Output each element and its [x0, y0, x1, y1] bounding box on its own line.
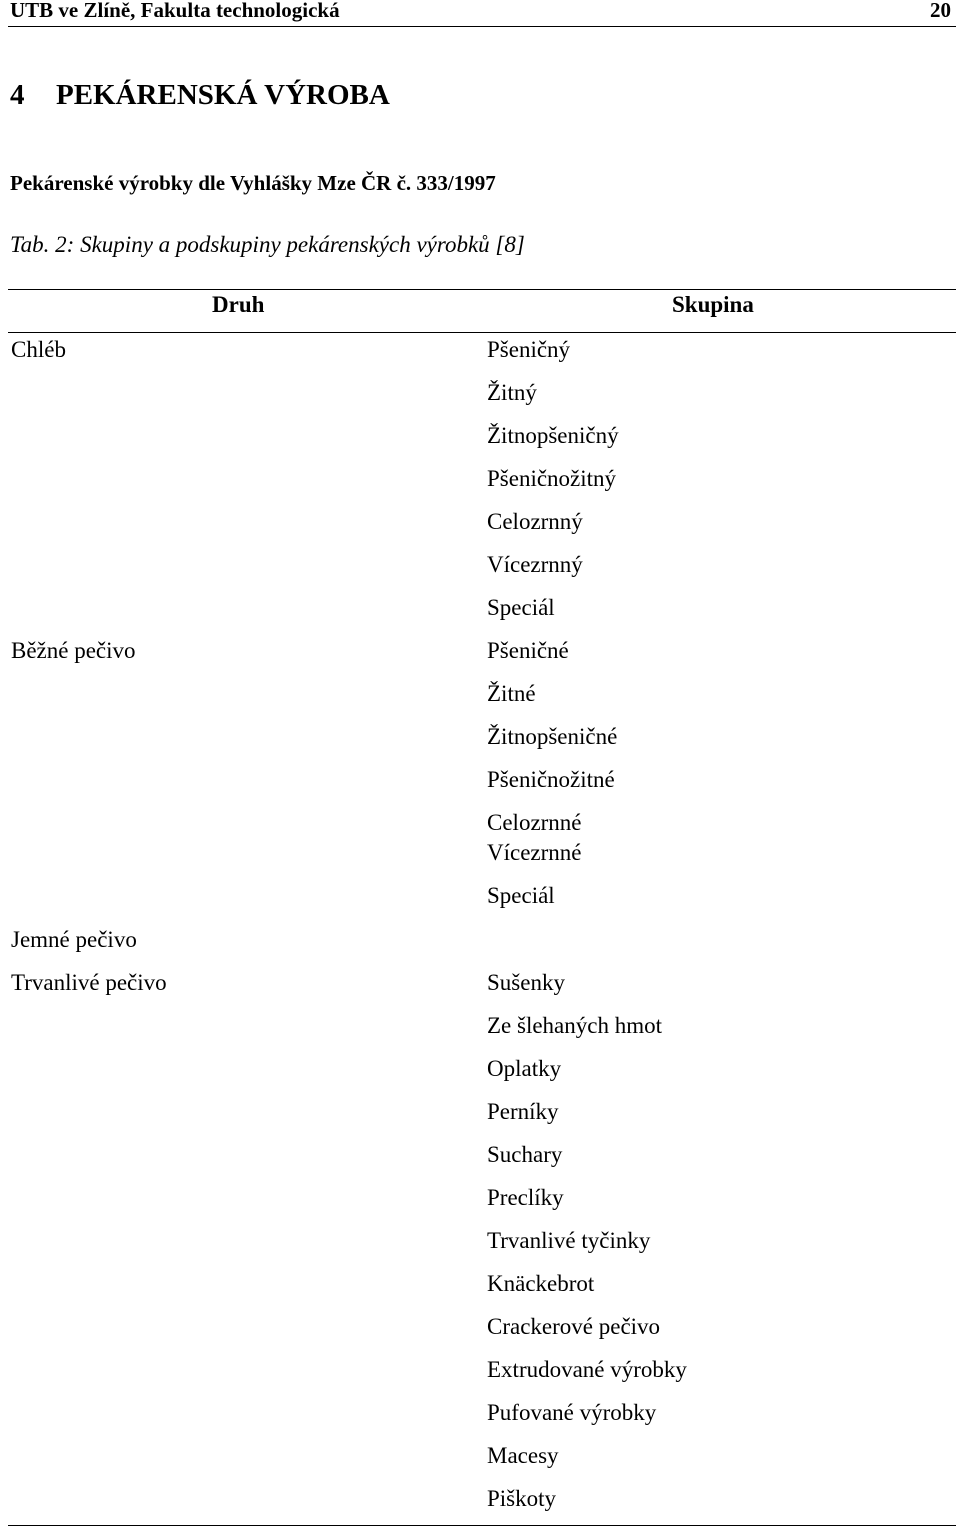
group-cell: Pufované výrobky — [487, 1400, 657, 1425]
group-cell: Perníky — [487, 1099, 559, 1124]
type-cell: Běžné pečivo — [11, 638, 136, 663]
group-cell: Oplatky — [487, 1056, 562, 1081]
chapter-title: PEKÁRENSKÁ VÝROBA — [56, 79, 390, 111]
chapter-heading — [10, 79, 390, 112]
group-cell: Celozrnné — [487, 810, 582, 835]
group-cell: Macesy — [487, 1443, 559, 1468]
group-cell: Crackerové pečivo — [487, 1314, 661, 1339]
group-cell: Trvanlivé tyčinky — [487, 1228, 651, 1253]
group-cell: Žitnopšeničné — [487, 724, 618, 749]
group-cell: Žitný — [487, 380, 537, 405]
group-cell: Preclíky — [487, 1185, 564, 1210]
header-institution: UTB ve Zlíně, Fakulta technologická — [10, 0, 340, 22]
type-cell: Chléb — [11, 337, 66, 362]
group-cell: Speciál — [487, 595, 555, 620]
group-cell: Pšeničnožitné — [487, 767, 615, 792]
group-cell: Speciál — [487, 883, 555, 908]
header-divider — [8, 26, 956, 27]
group-cell: Celozrnný — [487, 509, 583, 534]
column-header-group: Skupina — [672, 292, 754, 317]
group-cell: Extrudované výrobky — [487, 1357, 687, 1382]
page-number: 20 — [930, 0, 951, 22]
chapter-number: 4 — [10, 79, 25, 111]
group-cell: Žitnopšeničný — [487, 423, 619, 448]
table-bottom-rule — [8, 1525, 956, 1526]
table-header-rule — [8, 332, 956, 333]
group-cell: Pšeničnožitný — [487, 466, 617, 491]
table-top-rule — [8, 289, 956, 290]
group-cell: Piškoty — [487, 1486, 557, 1511]
group-cell: Pšeničný — [487, 337, 571, 362]
group-cell: Ze šlehaných hmot — [487, 1013, 663, 1038]
type-cell: Trvanlivé pečivo — [11, 970, 167, 995]
group-cell: Žitné — [487, 681, 536, 706]
group-cell: Pšeničné — [487, 638, 569, 663]
type-cell: Jemné pečivo — [11, 927, 137, 952]
group-cell: Knäckebrot — [487, 1271, 595, 1296]
group-cell: Vícezrnný — [487, 552, 583, 577]
column-header-type: Druh — [212, 292, 265, 317]
group-cell: Suchary — [487, 1142, 563, 1167]
table-caption: Tab. 2: Skupiny a podskupiny pekárenských výrobků [8] — [10, 232, 525, 257]
group-cell: Sušenky — [487, 970, 565, 995]
section-heading: Pekárenské výrobky dle Vyhlášky Mze ČR č. 333/1997 — [10, 171, 496, 195]
group-cell: Vícezrnné — [487, 840, 582, 865]
